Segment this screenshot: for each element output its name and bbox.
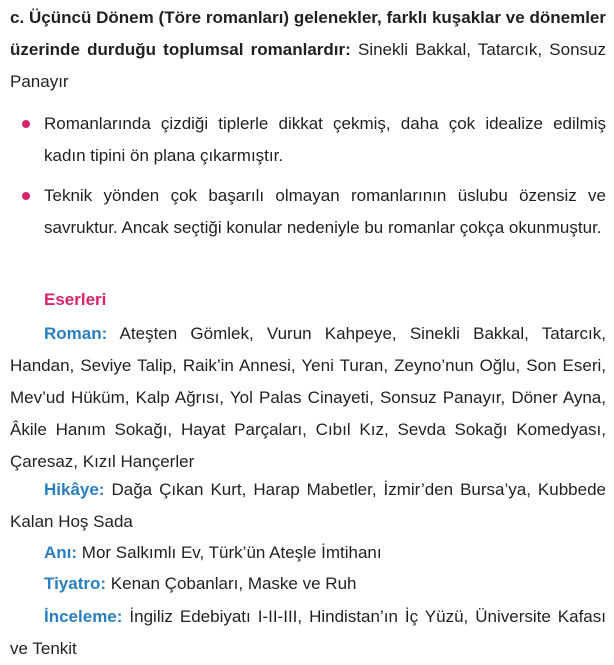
entry-text: Mor Salkımlı Ev, Türk’ün Ateşle İmtihanı bbox=[81, 543, 382, 562]
entry-text: Ateşten Gömlek, Vurun Kahpeye, Sinekli Bakkal, Tatarcık, Handan, Seviye Talip, Raik’in Annesi, Yeni Turan, Zeyno’nun Oğlu, Son Eseri, Mev’ud Hüküm, Kalp Ağrısı, Yol Palas Cinayeti, Sonsuz Panayır, Döner Ayna, Âkile Hanım Sokağı, Hayat Parçaları, Cıbıl Kız, Sevda Sokağı Komedyası, Çaresaz, Kızıl Hançerler bbox=[10, 324, 606, 471]
bullet-text: Romanlarında çizdiği tiplerle dikkat çekmiş, daha çok idealize edilmiş kadın tipini ön plana çıkarmıştır. bbox=[44, 114, 606, 165]
entry-text: İngiliz Edebiyatı I-II-III, Hindistan’ın İç Yüzü, Üniversite Kafası ve Tenkit bbox=[10, 607, 606, 658]
intro-heading: c. Üçüncü Dönem (Töre romanları) gelenekler, farklı kuşaklar ve dönemler üzerinde durduğu toplumsal romanlardır: bbox=[10, 8, 606, 59]
bullet-text: Teknik yönden çok başarılı olmayan romanlarının üslubu özensiz ve savruktur. Ancak seçtiği konular nedeniyle bu romanlar çokça okunmuştur. bbox=[44, 186, 606, 237]
entry-label: Tiyatro: bbox=[44, 574, 107, 593]
intro-works: Sinekli Bakkal, Tatarcık, Sonsuz Panayır bbox=[10, 40, 606, 91]
entry-inceleme bbox=[10, 601, 606, 665]
bullet-dot-icon bbox=[22, 192, 30, 200]
intro-paragraph bbox=[10, 2, 606, 98]
entry-text: Kenan Çobanları, Maske ve Ruh bbox=[110, 574, 357, 593]
bullet-item bbox=[10, 108, 606, 172]
bullet-item bbox=[10, 180, 606, 244]
section-title: Eserleri bbox=[44, 290, 107, 309]
entry-ani bbox=[10, 537, 606, 569]
entry-text: Dağa Çıkan Kurt, Harap Mabetler, İzmir’den Bursa’ya, Kubbede Kalan Hoş Sada bbox=[10, 480, 606, 531]
entry-label: Roman: bbox=[44, 324, 108, 343]
entry-roman bbox=[10, 318, 606, 478]
entry-hikaye bbox=[10, 474, 606, 538]
entry-label: İnceleme: bbox=[44, 607, 123, 626]
entry-tiyatro bbox=[10, 568, 606, 600]
entry-label: Anı: bbox=[44, 543, 78, 562]
entry-label: Hikâye: bbox=[44, 480, 105, 499]
bullet-dot-icon bbox=[22, 120, 30, 128]
